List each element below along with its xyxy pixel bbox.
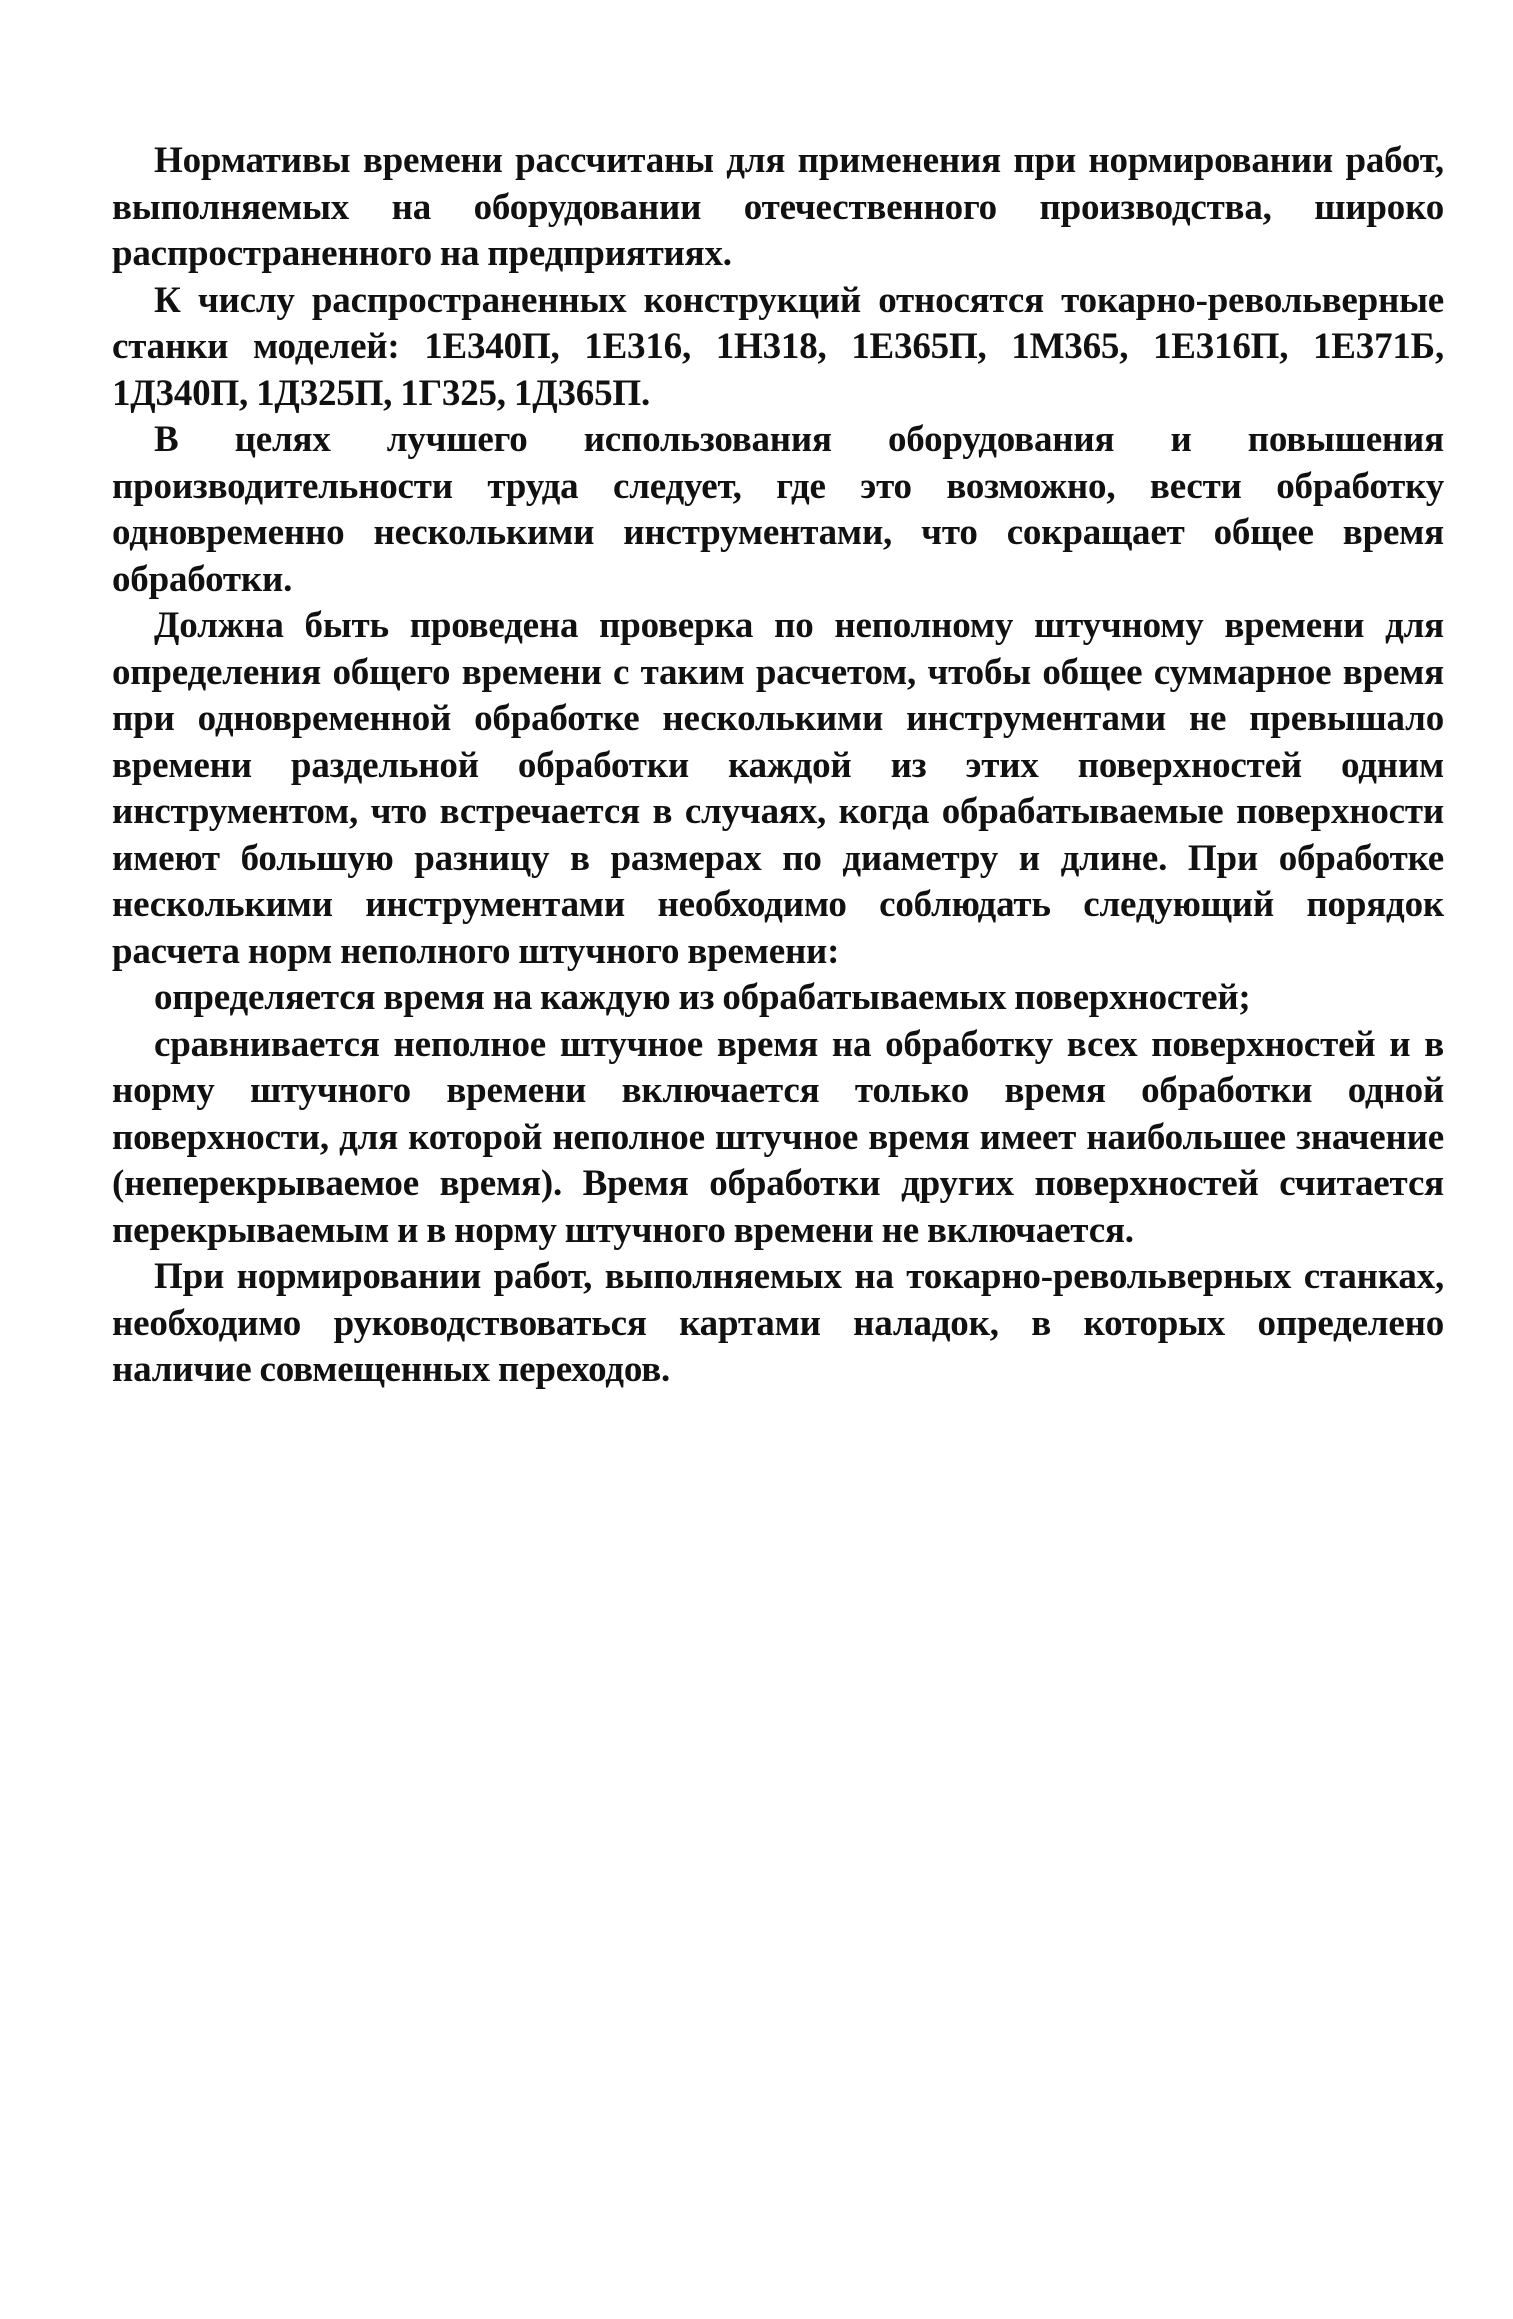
paragraph-5: определяется время на каждую из обрабатываемых поверхностей;: [154, 977, 1251, 1018]
paragraph-7: При нормировании работ, выполняемых на токарно-револьверных станках, необходимо руководствоваться картами наладок, в которых определено наличие совмещенных переходов.: [112, 1256, 1444, 1390]
paragraph-4: Должна быть проведена проверка по неполному штучному времени для определения общего времени с таким расчетом, чтобы общее суммарное время при одновременной обработке несколькими инструментами не превышало времени раздельной обработки каждой из этих поверхностей одним инструментом, что встречается в случаях, когда обрабатываемые поверхности имеют большую разницу в размерах по диаметру и длине. При обработке несколькими инструментами необходимо соблюдать следующий порядок расчета норм неполного штучного времени:: [112, 605, 1444, 972]
body-text: [112, 138, 1444, 1394]
paragraph-6: сравнивается неполное штучное время на обработку всех поверхностей и в норму штучного времени включается только время обработки одной поверхности, для которой неполное штучное время имеет наибольшее значение (неперекрываемое время). Время обработки других поверхностей считается перекрываемым и в норму штучного времени не включается.: [112, 1023, 1444, 1251]
paragraph-2: К числу распространенных конструкций относятся токарно-револьверные станки моделей: 1Е340П, 1Е316, 1Н318, 1Е365П, 1М365, 1Е316П, 1Е371Б, 1Д340П, 1Д325П, 1Г325, 1Д365П.: [112, 279, 1444, 414]
paragraph-1: Нормативы времени рассчитаны для применения при нормировании работ, выполняемых на оборудовании отечественного производства, широко распространенного на предприятиях.: [112, 140, 1444, 274]
paragraph-3: В целях лучшего использования оборудования и повышения производительности труда следует, где это возможно, вести обработку одновременно несколькими инструментами, что сокращает общее время обработки.: [112, 419, 1444, 600]
